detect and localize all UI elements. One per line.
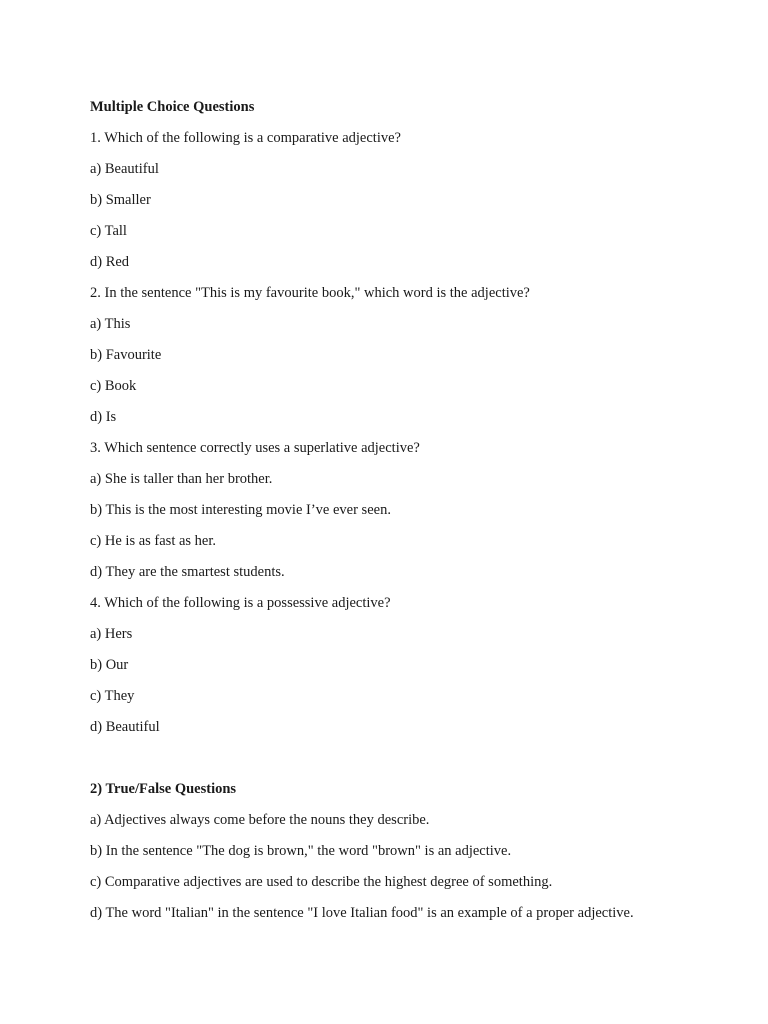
option-c: c) He is as fast as her. (90, 533, 217, 549)
question-text: 4. Which of the following is a possessive adjective? (90, 595, 391, 611)
option-c: c) They (90, 688, 135, 704)
option-d: d) Is (90, 409, 117, 425)
option-b: b) Favourite (90, 347, 162, 363)
tf-heading: 2) True/False Questions (90, 781, 237, 797)
option-a: a) This (90, 316, 131, 332)
option-b: b) This is the most interesting movie I’ve ever seen. (90, 502, 391, 518)
tf-statement-d: d) The word "Italian" in the sentence "I love Italian food" is an example of a proper adjective. (90, 905, 634, 921)
option-b: b) Our (90, 657, 129, 673)
option-a: a) Hers (90, 626, 133, 642)
document-page (90, 92, 750, 929)
option-b: b) Smaller (90, 192, 151, 208)
question-text: 3. Which sentence correctly uses a superlative adjective? (90, 440, 420, 456)
option-a: a) Beautiful (90, 161, 159, 177)
question-2 (90, 278, 750, 433)
mcq-heading: Multiple Choice Questions (90, 99, 255, 115)
tf-statement-a: a) Adjectives always come before the nouns they describe. (90, 812, 430, 828)
question-text: 2. In the sentence "This is my favourite book," which word is the adjective? (90, 285, 530, 301)
question-4 (90, 588, 750, 743)
question-text: 1. Which of the following is a comparative adjective? (90, 130, 401, 146)
option-c: c) Tall (90, 223, 127, 239)
question-1 (90, 123, 750, 278)
question-3 (90, 433, 750, 588)
tf-statement-b: b) In the sentence "The dog is brown," the word "brown" is an adjective. (90, 843, 512, 859)
option-a: a) She is taller than her brother. (90, 471, 273, 487)
section-spacer (90, 743, 750, 774)
option-c: c) Book (90, 378, 137, 394)
option-d: d) Red (90, 254, 130, 270)
option-d: d) Beautiful (90, 719, 160, 735)
tf-statement-c: c) Comparative adjectives are used to describe the highest degree of something. (90, 874, 553, 890)
option-d: d) They are the smartest students. (90, 564, 285, 580)
